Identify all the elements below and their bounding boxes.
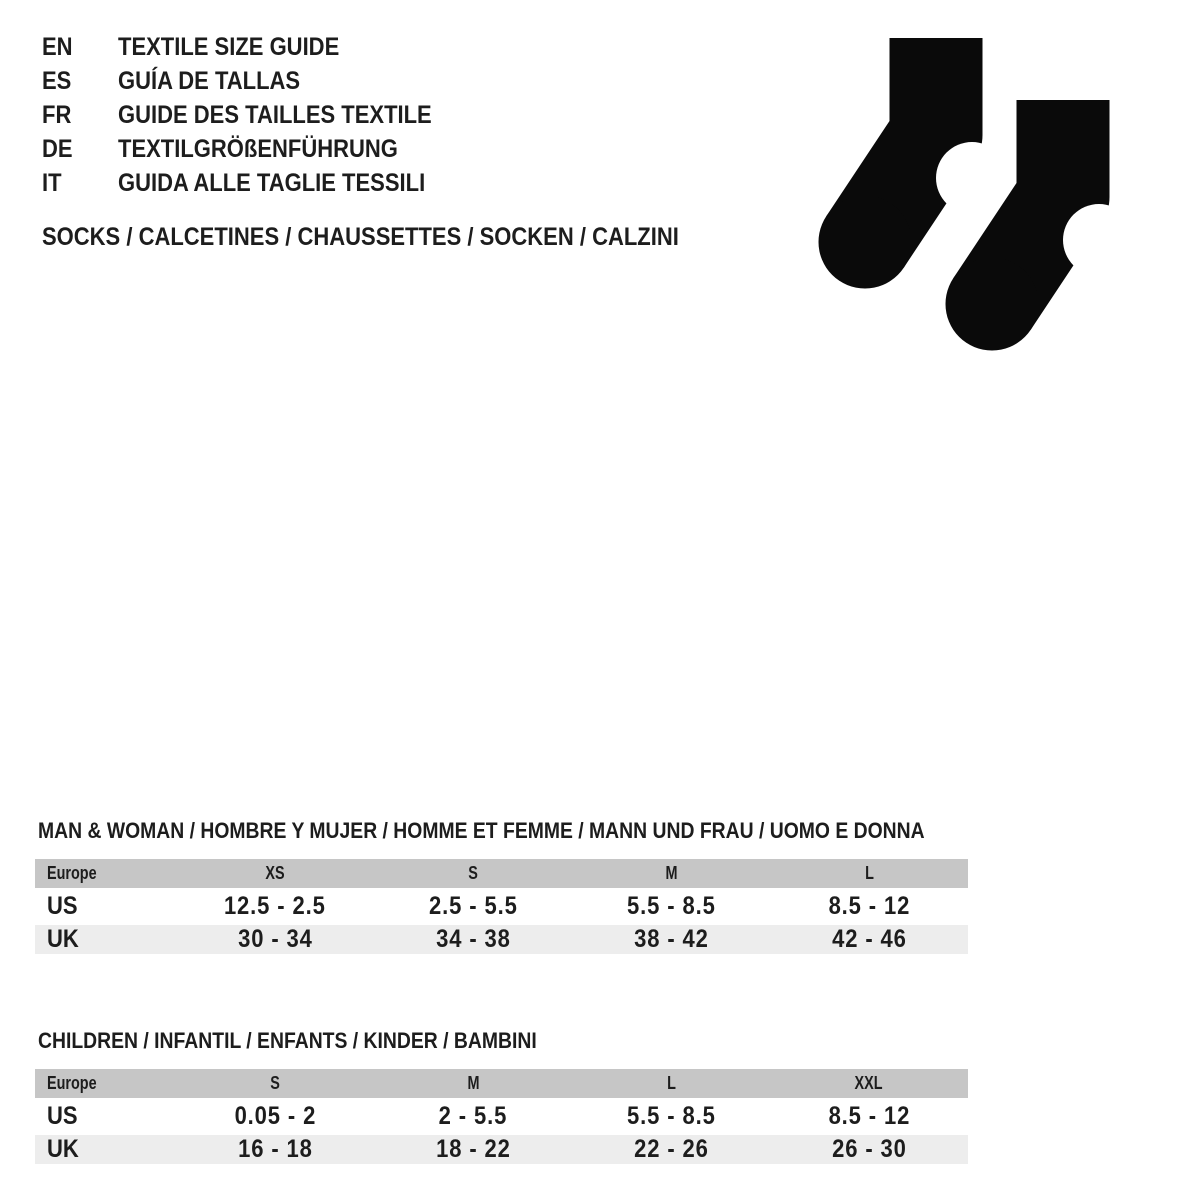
language-row-it — [42, 166, 475, 200]
size-range-cell: 5.5 - 8.5 — [626, 892, 716, 920]
column-header-size: L — [864, 863, 874, 883]
size-range-cell: 34 - 38 — [435, 925, 511, 953]
row-label: US — [47, 892, 78, 920]
language-title: TEXTILGRÖßENFÜHRUNG — [118, 135, 398, 163]
size-table-children — [35, 1069, 968, 1164]
size-range-cell: 5.5 - 8.5 — [626, 1102, 716, 1130]
language-title: GUÍA DE TALLAS — [118, 67, 301, 95]
table-row-us — [35, 1102, 968, 1131]
column-header-size: XS — [265, 863, 285, 883]
table-row-uk — [35, 925, 968, 954]
table-header-row — [35, 859, 968, 888]
language-row-fr — [42, 98, 475, 132]
column-header-size: L — [666, 1073, 676, 1093]
language-code: DE — [42, 135, 73, 163]
size-table-adults — [35, 859, 968, 954]
column-header-size: M — [467, 1073, 479, 1093]
table-row-uk — [35, 1135, 968, 1164]
language-code: EN — [42, 33, 73, 61]
language-code: ES — [42, 67, 72, 95]
language-title: GUIDA ALLE TAGLIE TESSILI — [118, 169, 426, 197]
size-range-cell: 38 - 42 — [633, 925, 709, 953]
table-title-adults: MAN & WOMAN / HOMBRE Y MUJER / HOMME ET FEMME / MANN UND FRAU / UOMO E DONNA — [38, 818, 925, 843]
language-title: TEXTILE SIZE GUIDE — [118, 33, 340, 61]
size-range-cell: 26 - 30 — [831, 1135, 907, 1163]
size-range-cell: 2 - 5.5 — [438, 1102, 508, 1130]
language-row-en — [42, 30, 475, 64]
table-title-children: CHILDREN / INFANTIL / ENFANTS / KINDER / BAMBINI — [38, 1028, 537, 1053]
size-range-cell: 18 - 22 — [435, 1135, 511, 1163]
size-range-cell: 12.5 - 2.5 — [224, 892, 326, 920]
section-children — [35, 1028, 968, 1168]
row-label: US — [47, 1102, 78, 1130]
table-header-row — [35, 1069, 968, 1098]
column-header-size: XXL — [854, 1073, 883, 1093]
column-header-size: M — [665, 863, 677, 883]
section-adults — [35, 818, 968, 958]
language-title: GUIDE DES TAILLES TEXTILE — [118, 101, 432, 129]
size-range-cell: 2.5 - 5.5 — [428, 892, 518, 920]
row-label: UK — [47, 1135, 79, 1163]
size-range-cell: 30 - 34 — [237, 925, 313, 953]
column-header-region: Europe — [47, 863, 97, 883]
size-range-cell: 42 - 46 — [831, 925, 907, 953]
socks-icon — [810, 30, 1115, 355]
size-range-cell: 8.5 - 12 — [828, 1102, 910, 1130]
language-row-es — [42, 64, 475, 98]
size-range-cell: 16 - 18 — [237, 1135, 313, 1163]
size-range-cell: 8.5 - 12 — [828, 892, 910, 920]
column-header-size: S — [270, 1073, 280, 1093]
language-title-list — [42, 30, 475, 200]
language-row-de — [42, 132, 475, 166]
language-code: IT — [42, 169, 62, 197]
row-label: UK — [47, 925, 79, 953]
column-header-region: Europe — [47, 1073, 97, 1093]
column-header-size: S — [468, 863, 478, 883]
language-code: FR — [42, 101, 72, 129]
table-row-us — [35, 892, 968, 921]
size-range-cell: 22 - 26 — [633, 1135, 709, 1163]
product-category-line: SOCKS / CALCETINES / CHAUSSETTES / SOCKEN / CALZINI — [42, 223, 679, 251]
size-range-cell: 0.05 - 2 — [234, 1102, 316, 1130]
